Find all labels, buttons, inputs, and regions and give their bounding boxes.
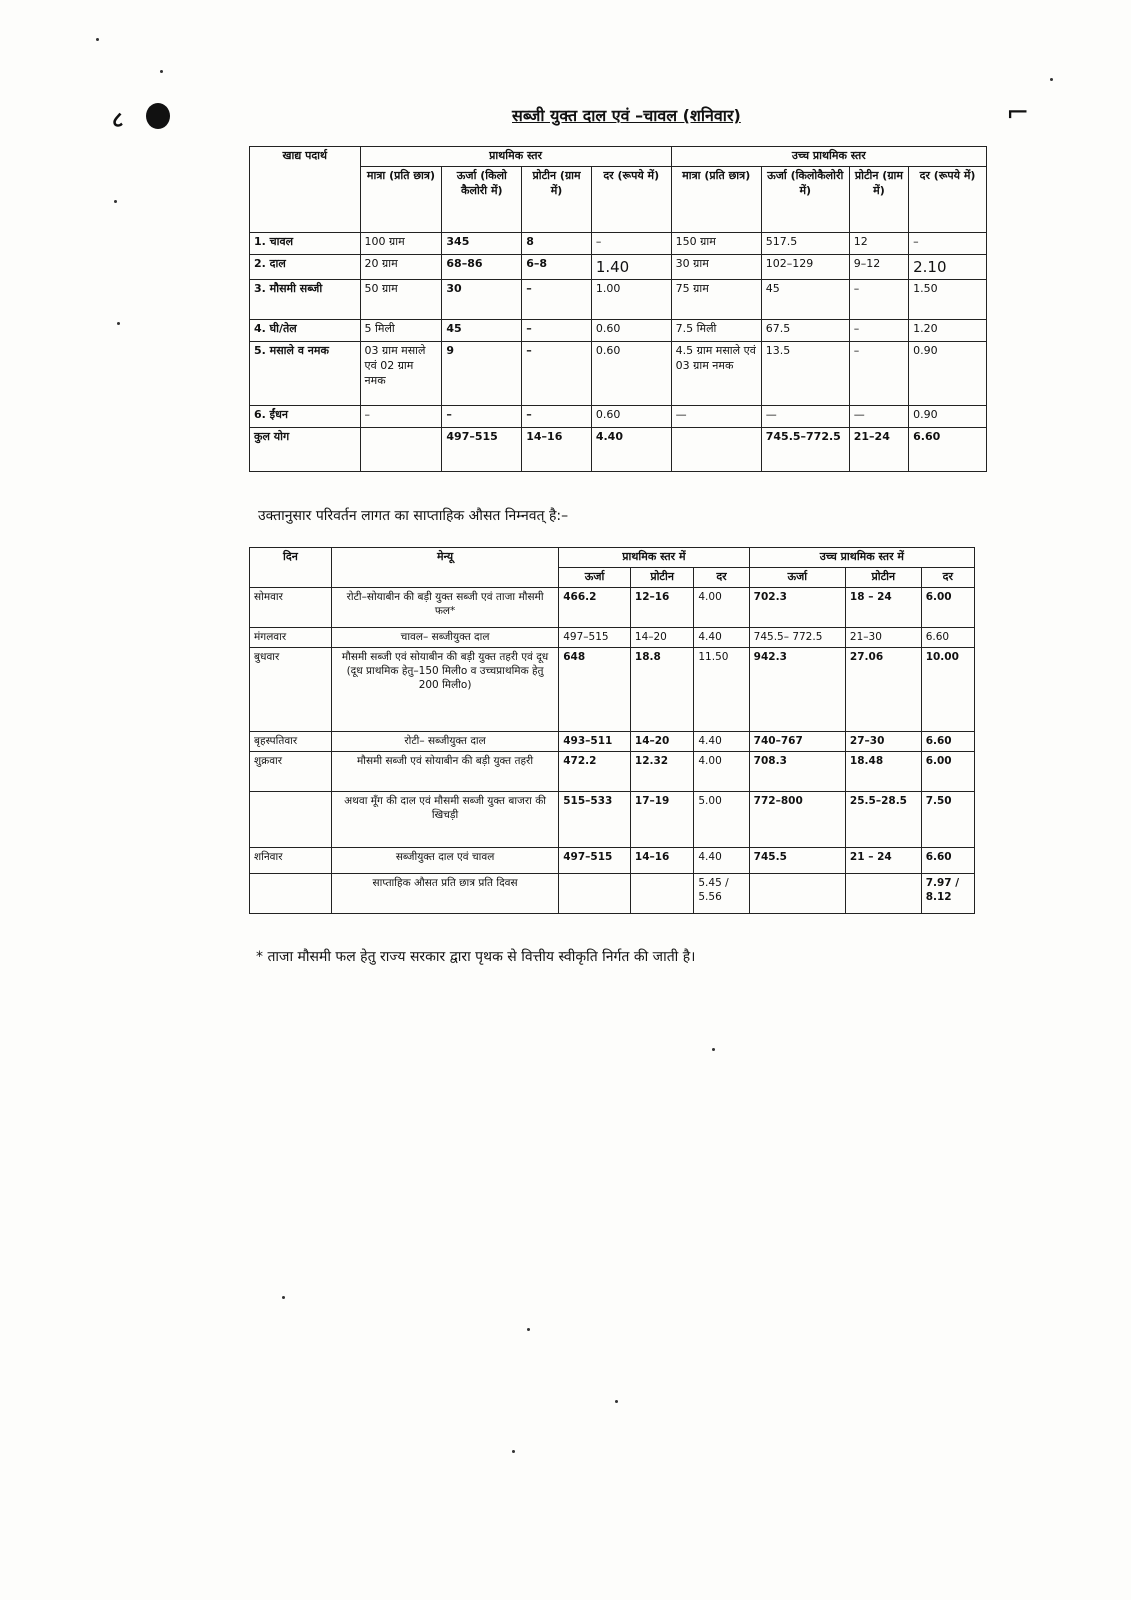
protein-upper-cell: 27–30 <box>845 731 921 751</box>
protein-primary-cell: 6–8 <box>522 254 592 279</box>
qty-primary-cell: 03 ग्राम मसाले एवं 02 ग्राम नमक <box>360 342 442 406</box>
menu-cell: सब्जीयुक्त दाल एवं चावल <box>331 847 558 873</box>
protein-primary-cell: 14–20 <box>630 627 693 647</box>
scan-speck <box>160 70 163 73</box>
protein-primary-cell: – <box>522 320 592 342</box>
rate-upper-cell: 6.60 <box>909 428 987 472</box>
header-upper-level: उच्च प्राथमिक स्तर में <box>749 548 974 568</box>
protein-primary-cell: 17–19 <box>630 791 693 847</box>
protein-primary-cell: 14–16 <box>522 428 592 472</box>
energy-upper-cell: 745.5 <box>749 847 845 873</box>
rate-upper-cell: 6.60 <box>921 731 974 751</box>
protein-primary-cell: 18.8 <box>630 647 693 731</box>
protein-upper-cell: 12 <box>849 232 908 254</box>
bullet-mark <box>146 103 170 129</box>
energy-primary-cell: 9 <box>442 342 522 406</box>
table-row <box>250 731 975 751</box>
rate-primary-cell: 4.00 <box>694 751 749 791</box>
table-row <box>250 847 975 873</box>
energy-upper-cell <box>749 873 845 913</box>
rate-primary-cell: 0.60 <box>591 406 671 428</box>
energy-primary-cell: 497–515 <box>559 847 631 873</box>
header-item: खाद्य पदार्थ <box>250 147 361 233</box>
qty-primary-cell <box>360 428 442 472</box>
header-primary: प्राथमिक स्तर <box>360 147 671 167</box>
day-cell: मंगलवार <box>250 627 332 647</box>
item-cell: कुल योग <box>250 428 361 472</box>
protein-primary-cell: 14–16 <box>630 847 693 873</box>
rate-primary-cell: 0.60 <box>591 320 671 342</box>
scan-speck <box>114 200 117 203</box>
energy-upper-cell: 740–767 <box>749 731 845 751</box>
day-cell: बुधवार <box>250 647 332 731</box>
scan-speck <box>117 322 120 325</box>
day-cell: सोमवार <box>250 587 332 627</box>
nutrition-table <box>249 146 987 472</box>
nutrition-table-body <box>250 232 987 471</box>
scan-speck <box>512 1450 515 1453</box>
energy-upper-cell: 745.5– 772.5 <box>749 627 845 647</box>
rate-upper-cell: 6.60 <box>921 627 974 647</box>
header-protein-primary: प्रोटीन (ग्राम में) <box>522 166 592 232</box>
protein-primary-cell <box>630 873 693 913</box>
day-cell <box>250 791 332 847</box>
rate-primary-cell: 1.40 <box>591 254 671 279</box>
protein-primary-cell: – <box>522 342 592 406</box>
rate-upper-cell: 7.97 / 8.12 <box>921 873 974 913</box>
header-day: दिन <box>250 548 332 588</box>
protein-upper-cell: – <box>849 342 908 406</box>
energy-primary-cell: 45 <box>442 320 522 342</box>
table1-title: सब्जी युक्त दाल एवं –चावल (शनिवार) <box>512 106 741 125</box>
qty-upper-cell: 7.5 मिली <box>671 320 761 342</box>
qty-upper-cell: 30 ग्राम <box>671 254 761 279</box>
header-qty-upper: मात्रा (प्रति छात्र) <box>671 166 761 232</box>
menu-cell: मौसमी सब्जी एवं सोयाबीन की बड़ी युक्त तहरी एवं दूध (दूध प्राथमिक हेतु–150 मिलीo व उच्चप्राथमिक हेतु 200 मिलीo) <box>331 647 558 731</box>
energy-upper-cell: — <box>761 406 849 428</box>
footnote: * ताजा मौसमी फल हेतु राज्य सरकार द्वारा पृथक से वित्तीय स्वीकृति निर्गत की जाती है। <box>256 949 696 965</box>
protein-upper-cell: 18.48 <box>845 751 921 791</box>
item-cell: 3. मौसमी सब्जी <box>250 280 361 320</box>
protein-primary-cell: – <box>522 406 592 428</box>
qty-upper-cell <box>671 428 761 472</box>
protein-upper-cell: 21 – 24 <box>845 847 921 873</box>
energy-primary-cell: 515–533 <box>559 791 631 847</box>
menu-cell: रोटी– सब्जीयुक्त दाल <box>331 731 558 751</box>
item-cell: 4. घी/तेल <box>250 320 361 342</box>
qty-primary-cell: 100 ग्राम <box>360 232 442 254</box>
energy-upper-cell: 517.5 <box>761 232 849 254</box>
header-rate-primary: दर (रूपये में) <box>591 166 671 232</box>
qty-upper-cell: 75 ग्राम <box>671 280 761 320</box>
header-qty-primary: मात्रा (प्रति छात्र) <box>360 166 442 232</box>
menu-cell: मौसमी सब्जी एवं सोयाबीन की बड़ी युक्त तहरी <box>331 751 558 791</box>
table-row <box>250 428 987 472</box>
protein-upper-cell: – <box>849 280 908 320</box>
energy-primary-cell: 497–515 <box>559 627 631 647</box>
day-cell: शुक्रवार <box>250 751 332 791</box>
energy-primary-cell: 493–511 <box>559 731 631 751</box>
menu-cell: साप्ताहिक औसत प्रति छात्र प्रति दिवस <box>331 873 558 913</box>
table-row <box>250 254 987 279</box>
energy-upper-cell: 702.3 <box>749 587 845 627</box>
table-row <box>250 587 975 627</box>
energy-primary-cell: 68–86 <box>442 254 522 279</box>
header-primary-level: प्राथमिक स्तर में <box>559 548 749 568</box>
header-protein-p: प्रोटीन <box>630 567 693 587</box>
weekly-menu-body <box>250 587 975 913</box>
qty-primary-cell: 20 ग्राम <box>360 254 442 279</box>
rate-upper-cell: 2.10 <box>909 254 987 279</box>
table-row <box>250 342 987 406</box>
scan-speck <box>96 38 99 41</box>
energy-upper-cell: 102–129 <box>761 254 849 279</box>
scan-speck <box>282 1296 285 1299</box>
header-protein-upper: प्रोटीन (ग्राम में) <box>849 166 908 232</box>
header-rate-p: दर <box>694 567 749 587</box>
corner-mark: ⌐ <box>1006 96 1030 129</box>
rate-primary-cell: 0.60 <box>591 342 671 406</box>
rate-upper-cell: 0.90 <box>909 342 987 406</box>
protein-primary-cell: 12–16 <box>630 587 693 627</box>
item-cell: 2. दाल <box>250 254 361 279</box>
table-row <box>250 406 987 428</box>
rate-upper-cell: 0.90 <box>909 406 987 428</box>
weekly-menu-table <box>249 547 975 914</box>
header-upper: उच्च प्राथमिक स्तर <box>671 147 986 167</box>
header-rate-upper: दर (रूपये में) <box>909 166 987 232</box>
energy-upper-cell: 67.5 <box>761 320 849 342</box>
protein-upper-cell: — <box>849 406 908 428</box>
energy-primary-cell: 345 <box>442 232 522 254</box>
menu-cell: अथवा मूँग की दाल एवं मौसमी सब्जी युक्त बाजरा की खिचड़ी <box>331 791 558 847</box>
qty-primary-cell: – <box>360 406 442 428</box>
header-energy-primary: ऊर्जा (किलो कैलोरी में) <box>442 166 522 232</box>
energy-upper-cell: 772–800 <box>749 791 845 847</box>
energy-primary-cell <box>559 873 631 913</box>
energy-upper-cell: 708.3 <box>749 751 845 791</box>
page-number: ८ <box>112 108 124 133</box>
energy-upper-cell: 45 <box>761 280 849 320</box>
menu-cell: चावल– सब्जीयुक्त दाल <box>331 627 558 647</box>
rate-upper-cell: 6.60 <box>921 847 974 873</box>
protein-primary-cell: 12.32 <box>630 751 693 791</box>
scan-speck <box>527 1328 530 1331</box>
protein-upper-cell: 9–12 <box>849 254 908 279</box>
rate-primary-cell: 5.00 <box>694 791 749 847</box>
rate-primary-cell: 1.00 <box>591 280 671 320</box>
qty-upper-cell: 4.5 ग्राम मसाले एवं 03 ग्राम नमक <box>671 342 761 406</box>
energy-upper-cell: 13.5 <box>761 342 849 406</box>
protein-upper-cell: 21–24 <box>849 428 908 472</box>
rate-primary-cell: 4.00 <box>694 587 749 627</box>
rate-primary-cell: 5.45 / 5.56 <box>694 873 749 913</box>
table-row <box>250 320 987 342</box>
rate-primary-cell: 4.40 <box>591 428 671 472</box>
energy-primary-cell: 30 <box>442 280 522 320</box>
qty-upper-cell: — <box>671 406 761 428</box>
table-row <box>250 232 987 254</box>
protein-upper-cell <box>845 873 921 913</box>
table-row <box>250 627 975 647</box>
table-row <box>250 280 987 320</box>
protein-upper-cell: 27.06 <box>845 647 921 731</box>
rate-primary-cell: – <box>591 232 671 254</box>
protein-primary-cell: 8 <box>522 232 592 254</box>
energy-primary-cell: 472.2 <box>559 751 631 791</box>
protein-primary-cell: 14–20 <box>630 731 693 751</box>
energy-primary-cell: – <box>442 406 522 428</box>
qty-primary-cell: 50 ग्राम <box>360 280 442 320</box>
menu-cell: रोटी–सोयाबीन की बड़ी युक्त सब्जी एवं ताजा मौसमी फल* <box>331 587 558 627</box>
table-row <box>250 751 975 791</box>
rate-primary-cell: 4.40 <box>694 627 749 647</box>
energy-upper-cell: 942.3 <box>749 647 845 731</box>
rate-primary-cell: 11.50 <box>694 647 749 731</box>
energy-primary-cell: 497–515 <box>442 428 522 472</box>
rate-upper-cell: 1.20 <box>909 320 987 342</box>
header-protein-u: प्रोटीन <box>845 567 921 587</box>
scan-speck <box>1050 78 1053 81</box>
protein-primary-cell: – <box>522 280 592 320</box>
header-energy-p: ऊर्जा <box>559 567 631 587</box>
qty-upper-cell: 150 ग्राम <box>671 232 761 254</box>
rate-primary-cell: 4.40 <box>694 847 749 873</box>
header-rate-u: दर <box>921 567 974 587</box>
day-cell: शनिवार <box>250 847 332 873</box>
energy-primary-cell: 466.2 <box>559 587 631 627</box>
rate-upper-cell: 1.50 <box>909 280 987 320</box>
header-menu: मेन्यू <box>331 548 558 588</box>
rate-primary-cell: 4.40 <box>694 731 749 751</box>
rate-upper-cell: 6.00 <box>921 587 974 627</box>
protein-upper-cell: 25.5–28.5 <box>845 791 921 847</box>
protein-upper-cell: 18 – 24 <box>845 587 921 627</box>
day-cell: बृहस्पतिवार <box>250 731 332 751</box>
scan-speck <box>712 1048 715 1051</box>
item-cell: 6. ईंधन <box>250 406 361 428</box>
day-cell <box>250 873 332 913</box>
weekly-average-note: उक्तानुसार परिवर्तन लागत का साप्ताहिक औसत निम्नवत् है:– <box>258 508 569 524</box>
header-energy-upper: ऊर्जा (किलोकैलोरी में) <box>761 166 849 232</box>
rate-upper-cell: 7.50 <box>921 791 974 847</box>
item-cell: 1. चावल <box>250 232 361 254</box>
rate-upper-cell: 10.00 <box>921 647 974 731</box>
item-cell: 5. मसाले व नमक <box>250 342 361 406</box>
table-row <box>250 791 975 847</box>
header-energy-u: ऊर्जा <box>749 567 845 587</box>
energy-primary-cell: 648 <box>559 647 631 731</box>
protein-upper-cell: – <box>849 320 908 342</box>
scan-speck <box>615 1400 618 1403</box>
rate-upper-cell: 6.00 <box>921 751 974 791</box>
qty-primary-cell: 5 मिली <box>360 320 442 342</box>
table-row <box>250 873 975 913</box>
energy-upper-cell: 745.5–772.5 <box>761 428 849 472</box>
protein-upper-cell: 21–30 <box>845 627 921 647</box>
rate-upper-cell: – <box>909 232 987 254</box>
table-row <box>250 647 975 731</box>
